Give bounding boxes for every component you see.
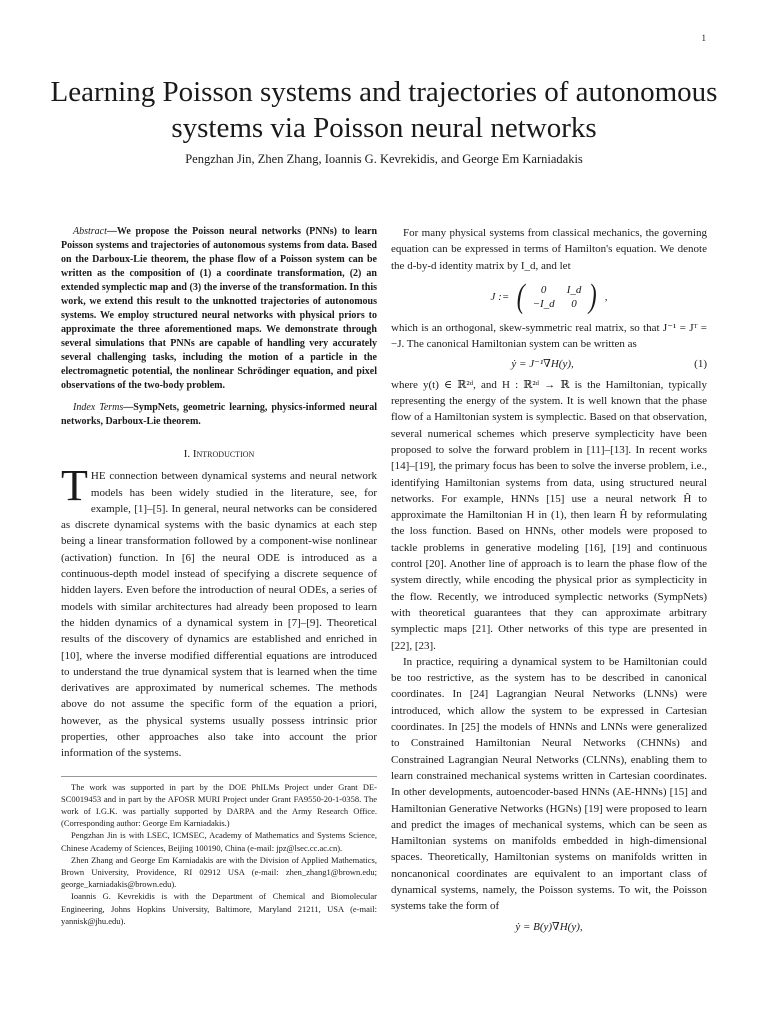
footnote-funding: The work was supported in part by the DOE PhILMs Project under Grant DE-SC0019453 and in part by the AFOSR MURI Project under Grant FA9550-20-1-0358. The work of I.G.K. was partially supported by DARPA and the Army Research Office. (Corresponding author: George Em Karniadakis.) (61, 781, 377, 829)
footnote-author-jin: Pengzhan Jin is with LSEC, ICMSEC, Academy of Mathematics and Systems Science, Chinese Academy of Sciences, Beijing 100190, China (e-mail: jpz@lsec.cc.ac.cn). (61, 830, 377, 853)
matrix-body (533, 283, 582, 311)
matrix-cell: 0 (571, 297, 577, 310)
index-terms (61, 401, 377, 429)
right-paragraph-1: For many physical systems from classical mechanics, the governing equation can be expressed in terms of Hamilton's equation. We denote the d-by-d identity matrix by I_d, and let (391, 227, 707, 272)
author-list: Pengzhan Jin, Zhen Zhang, Ioannis G. Kevrekidis, and George Em Karniadakis (185, 152, 583, 166)
matrix-tail: , (604, 290, 608, 303)
matrix-cell: −I_d (532, 297, 555, 310)
section-heading-introduction: I. Introduction (183, 448, 255, 460)
equation-1-number: (1) (694, 358, 707, 371)
equation-poisson: ẏ = B(y)∇H(y), (515, 920, 583, 933)
matrix-equation (391, 277, 707, 315)
abstract-lead: Abstract (73, 226, 107, 237)
page-number: 1 (701, 33, 706, 43)
abstract (61, 225, 377, 393)
paper-title: Learning Poisson systems and trajectories of autonomous systems via Poisson neural networks (50, 76, 718, 144)
right-column (391, 225, 707, 939)
footnotes (61, 776, 377, 927)
footnote-author-zhang: Zhen Zhang and George Em Karniadakis are with the Division of Applied Mathematics, Brown University, Providence, RI 02912 USA (e-mail: zhen_zhang1@brown.edu; george_karniadakis@brown.edu). (61, 854, 377, 890)
equation-1 (391, 356, 707, 372)
left-column (61, 225, 377, 927)
left-paren: ( (516, 277, 525, 315)
right-paren: ) (589, 277, 597, 315)
matrix-cell: 0 (540, 283, 547, 296)
right-paragraph-4: In practice, requiring a dynamical system to be Hamiltonian could be too restrictive, as the system has to be described in canonical coordinates. In [24] Lagrangian Neural Networks (LNNs) were introduced, which allow the system to be expressed in Cartesian coordinates. In [25] the models of HNNs and LNNs were generalized to Constrained Hamiltonian Neural Networks (CHNNs) and Constrained Lagrangian Neural Networks (CLNNs), enabling them to learn constrained mechanical systems written in Cartesian coordinates. In other developments, autoencoder-based HNNs (AE-HNNs) [15] and Hamiltonian Generative Networks (HGNs) [19] were proposed to learn and predict the images of mechanical systems, which can be seen as Hamiltonian systems on manifolds embedded in high-dimensional spaces. Theoretically, Hamiltonian systems on manifolds written in noncanonical coordinates are equivalent to an important class of dynamical systems, namely, the Poisson systems. To wit, the Poisson systems take the form of (391, 655, 707, 913)
matrix-lhs: J := (490, 290, 510, 303)
equation-1-body: ẏ = J⁻¹∇H(y), (511, 358, 574, 371)
abstract-body: —We propose the Poisson neural networks (PNNs) to learn Poisson systems and trajectories of autonomous systems from data. Based on the Darboux-Lie theorem, the phase flow of a Poisson system can be written as the composition of (1) a coordinate transformation, (2) an extended symplectic map and (3) the inverse of the transformation. In this work, we extend this result to the unknotted trajectories of autonomous systems. We employ structured neural networks with physical priors to approximate the three aforementioned maps. We demonstrate through several simulations that PNNs are capable of handling very accurately several challenging tasks, including the motion of a particle in the electromagnetic potential, the nonlinear Schrödinger equation, and pixel observations of the two-body problem. (61, 226, 377, 391)
drop-cap: T (61, 461, 88, 511)
right-paragraph-2: which is an orthogonal, skew-symmetric real matrix, so that J⁻¹ = Jᵀ = −J. The canonical Hamiltonian system can be written as (391, 321, 707, 351)
intro-text: HE connection between dynamical systems and neural network models has been widely studied in the literature, see, for example, [1]–[5]. In general, neural networks can be considered as discrete dynamical systems with the basic dynamics at each step being a linear transformation followed by a component-wise nonlinear (activation) function. In [6] the neural ODE is introduced as a continuous-depth model instead of specifying a discrete sequence of hidden layers. Even before the introduction of neural ODEs, a series of models with similar architectures had already been proposed to learn the hidden dynamics of a dynamical system in [7]–[9]. Theoretical results of the discovery of dynamics are established and enriched in [10], where the inverse modified differential equations are introduced to understand the true dynamical system that is learned when the time derivatives are approximated by numerical schemes. The methods above do not assume the specific form of the equation a priori, however, as the physical systems usually possess intrinsic prior properties, other approaches also take into account the prior information of the systems. (61, 470, 377, 760)
matrix-cell: I_d (566, 283, 582, 296)
index-terms-lead: Index Terms (73, 402, 124, 413)
intro-paragraph (61, 461, 377, 761)
footnote-author-kevrekidis: Ioannis G. Kevrekidis is with the Department of Chemical and Biomolecular Engineering, Johns Hopkins University, Baltimore, Maryland 21211, USA (e-mail: yannisk@jhu.edu). (61, 891, 377, 926)
right-paragraph-3: where y(t) ∈ ℝ²ᵈ, and H : ℝ²ᵈ → ℝ is the Hamiltonian, typically representing the energy of the system. It is well known that the phase flow of a Hamiltonian system is symplectic. Based on that observation, several numerical schemes which preserve symplecticity have been proposed to solve the forward problem in [11]–[13]. In recent works [14]–[19], the primary focus has been to solve the inverse problem, i.e., identifying Hamiltonian systems from data, using structured neural networks. For example, HNNs [15] use a neural network Ĥ to approximate the Hamiltonian H in (1), then learn Ĥ by reformulating the loss function. Based on HNNs, other models were proposed to tackle problems in generative modeling [16], [19] and continuous control [20]. Another line of approach is to learn the phase flow of the system directly, while encoding the physical prior as symplecticity in the flow. Recently, we introduced symplectic networks (SympNets) with theoretical guarantees that they can approximate arbitrary symplectic maps [21]. Other networks of this type are presented in [22], [23]. (391, 378, 707, 652)
index-terms-body: —SympNets, geometric learning, physics-informed neural networks, Darboux-Lie theorem. (61, 402, 378, 427)
